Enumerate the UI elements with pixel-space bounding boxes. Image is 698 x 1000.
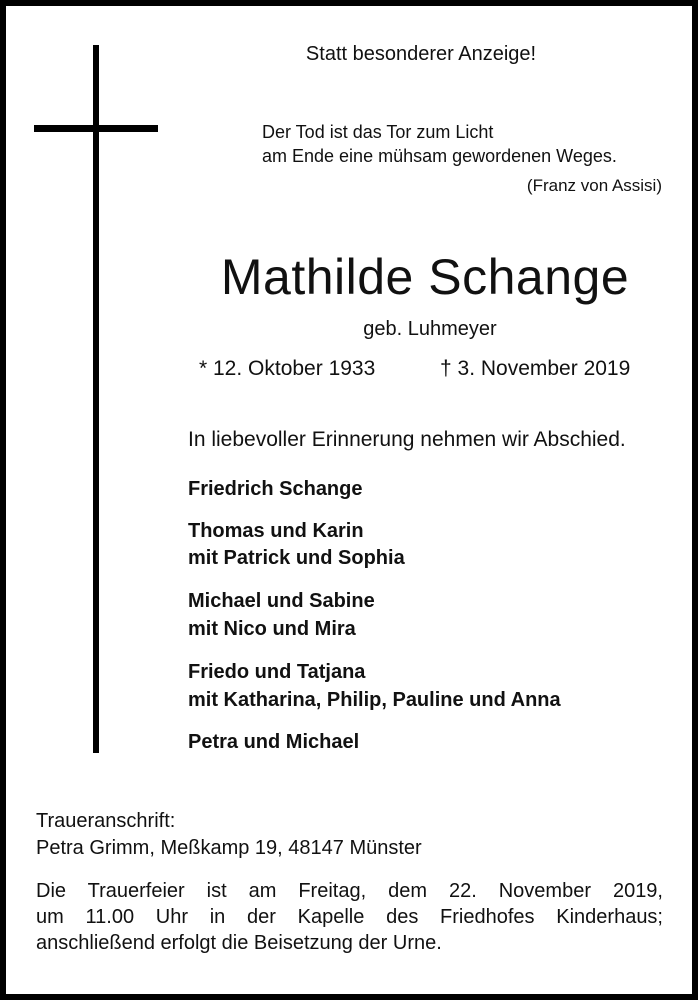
family-member: Friedrich Schange — [188, 478, 363, 500]
quote-line: Der Tod ist das Tor zum Licht — [262, 122, 494, 142]
death-date: † 3. November 2019 — [440, 357, 631, 380]
family-member: Friedo und Tatjana — [188, 661, 366, 683]
family-member: mit Nico und Mira — [188, 618, 356, 640]
deceased-name: Mathilde Schange — [220, 249, 630, 305]
farewell-text: In liebevoller Erinnerung nehmen wir Abschied. — [188, 428, 626, 451]
mourning-address: Petra Grimm, Meßkamp 19, 48147 Münster — [36, 837, 422, 859]
family-member: mit Patrick und Sophia — [188, 547, 405, 569]
family-member: Thomas und Karin — [188, 520, 364, 542]
maiden-name: geb. Luhmeyer — [363, 318, 497, 340]
quote-line: am Ende eine mühsam gewordenen Weges. — [262, 146, 617, 166]
service-line: anschließend erfolgt die Beisetzung der Urne. — [36, 932, 442, 954]
family-member: Petra und Michael — [188, 731, 360, 753]
service-line: Die Trauerfeier ist am Freitag, dem 22. November 2019, — [36, 880, 663, 902]
quote-author: (Franz von Assisi) — [526, 176, 662, 195]
birth-date: * 12. Oktober 1933 — [199, 357, 376, 380]
funeral-service-info — [36, 878, 663, 956]
family-member: mit Katharina, Philip, Pauline und Anna — [188, 689, 561, 711]
notice-header: Statt besonderer Anzeige! — [305, 43, 537, 65]
cross-vertical-bar — [93, 45, 99, 753]
address-label: Traueranschrift: — [36, 810, 176, 832]
cross-horizontal-bar — [34, 125, 158, 132]
family-member: Michael und Sabine — [188, 590, 375, 612]
service-line: um 11.00 Uhr in der Kapelle des Friedhofes Kinderhaus; — [36, 906, 663, 928]
